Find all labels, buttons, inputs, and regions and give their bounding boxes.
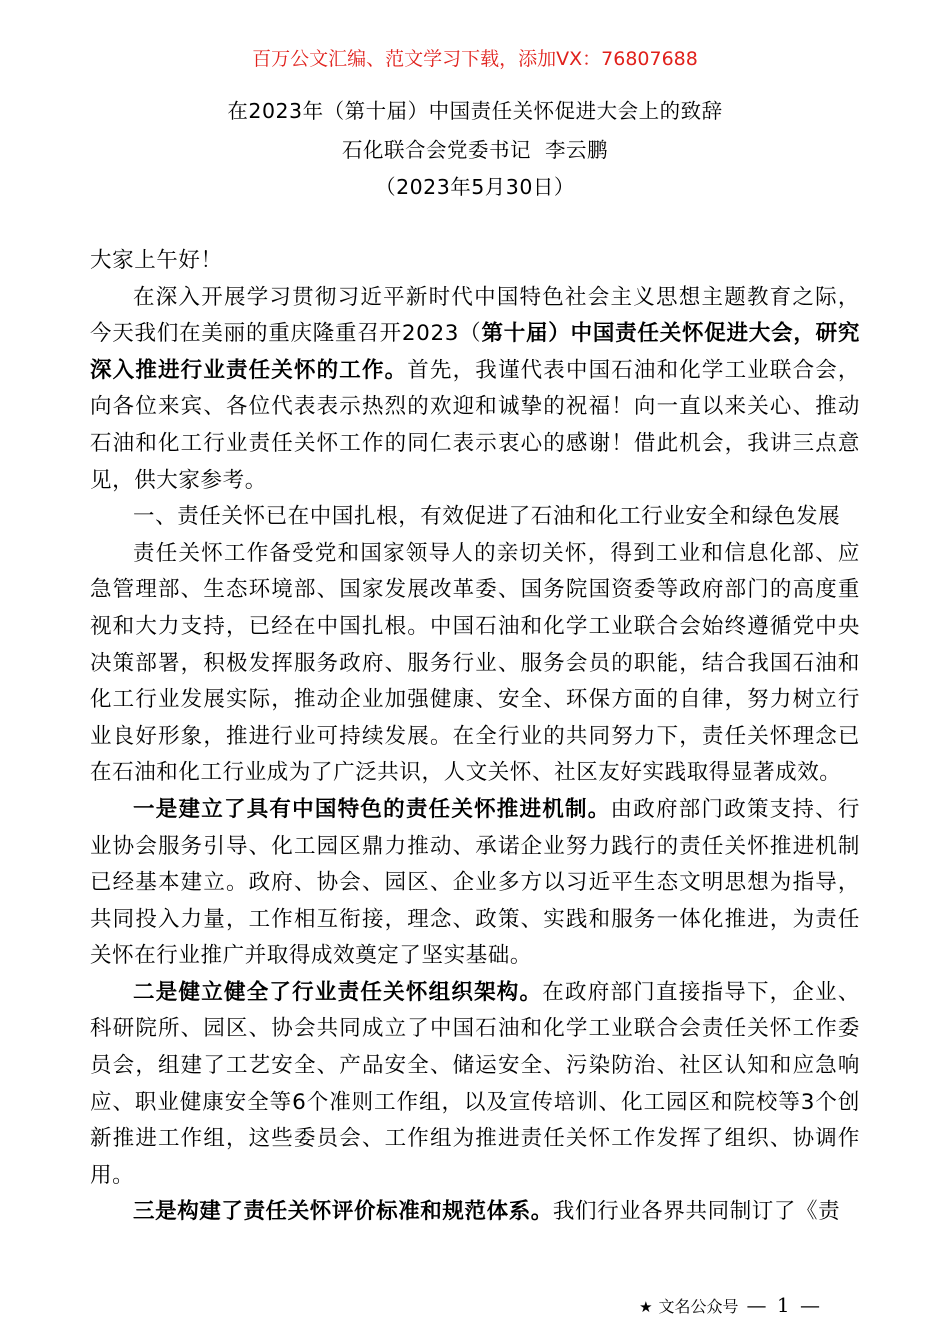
footer-source: 文名公众号	[658, 1297, 739, 1316]
speech-title: 在2023年（第十届）中国责任关怀促进大会上的致辞	[227, 99, 723, 123]
star-icon: ★	[639, 1298, 653, 1316]
paragraph-point-3	[90, 1194, 860, 1231]
page-number: — 1 —	[746, 1293, 822, 1317]
promo-banner: 百万公文汇编、范文学习下载，添加VX：76807688	[252, 48, 698, 70]
paragraph-overview: 责任关怀工作备受党和国家领导人的亲切关怀，得到工业和信息化部、应急管理部、生态环境部、国家发展改革委、国务院国资委等政府部门的高度重视和大力支持，已经在中国扎根。中国石油和化学工业联合会始终遵循党中央决策部署，积极发挥服务政府、服务行业、服务会员的职能，结合我国石油和化工行业发展实际，推动企业加强健康、安全、环保方面的自律，努力树立行业良好形象，推进行业可持续发展。在全行业的共同努力下，责任关怀理念已在石油和化工行业成为了广泛共识，人文关怀、社区友好实践取得显著成效。	[90, 540, 860, 786]
point-2-lead: 二是健立健全了行业责任关怀组织架构。	[133, 979, 543, 1005]
intro-text-b: 首先，我谨代表中国石油和化学工业联合会，向各位来宾、各位代表表示热烈的欢迎和诚挚的祝福！向一直以来关心、推动石油和化工行业责任关怀工作的同仁表示衷心的感谢！借此机会，我讲三点意见，供大家参考。	[90, 357, 860, 493]
point-3-lead: 三是构建了责任关怀评价标准和规范体系。	[133, 1199, 553, 1225]
greeting: 大家上午好！	[90, 248, 223, 273]
point-1-lead: 一是建立了具有中国特色的责任关怀推进机制。	[133, 796, 611, 822]
point-2-text: 在政府部门直接指导下，企业、科研院所、园区、协会共同成立了中国石油和化学工业联合会责任关怀工作委员会，组建了工艺安全、产品安全、储运安全、污染防治、社区认知和应急响应、职业健康安全等6个准则工作组，以及宣传培训、化工园区和院校等3个创新推进工作组，这些委员会、工作组为推进责任关怀工作发挥了组织、协调作用。	[90, 979, 860, 1188]
paragraph-point-1	[90, 792, 860, 975]
speech-author: 石化联合会党委书记 李云鹏	[341, 138, 609, 162]
page-footer	[639, 1293, 822, 1319]
paragraph-intro	[90, 280, 860, 500]
point-3-text: 我们行业各界共同制订了《责	[552, 1199, 841, 1225]
intro-text-a: 在深入开展学习贯彻习近平新时代中国特色社会主义思想主题教育之际，今天我们在美丽的重庆隆重召开2023（	[90, 284, 860, 347]
paragraph-point-2	[90, 975, 860, 1195]
point-1-text: 由政府部门政策支持、行业协会服务引导、化工园区鼎力推动、承诺企业努力践行的责任关怀推进机制已经基本建立。政府、协会、园区、企业多方以习近平生态文明思想为指导，共同投入力量，工作相互衔接，理念、政策、实践和服务一体化推进，为责任关怀在行业推广并取得成效奠定了坚实基础。	[90, 796, 860, 969]
speech-body	[90, 243, 860, 1231]
section-heading-1: 一、责任关怀已在中国扎根，有效促进了石油和化工行业安全和绿色发展	[133, 504, 841, 530]
intro-bold: 第十届）中国责任关怀促进大会，研究深入推进行业责任关怀的工作。	[90, 321, 861, 383]
speech-date: （2023年5月30日）	[375, 175, 575, 199]
